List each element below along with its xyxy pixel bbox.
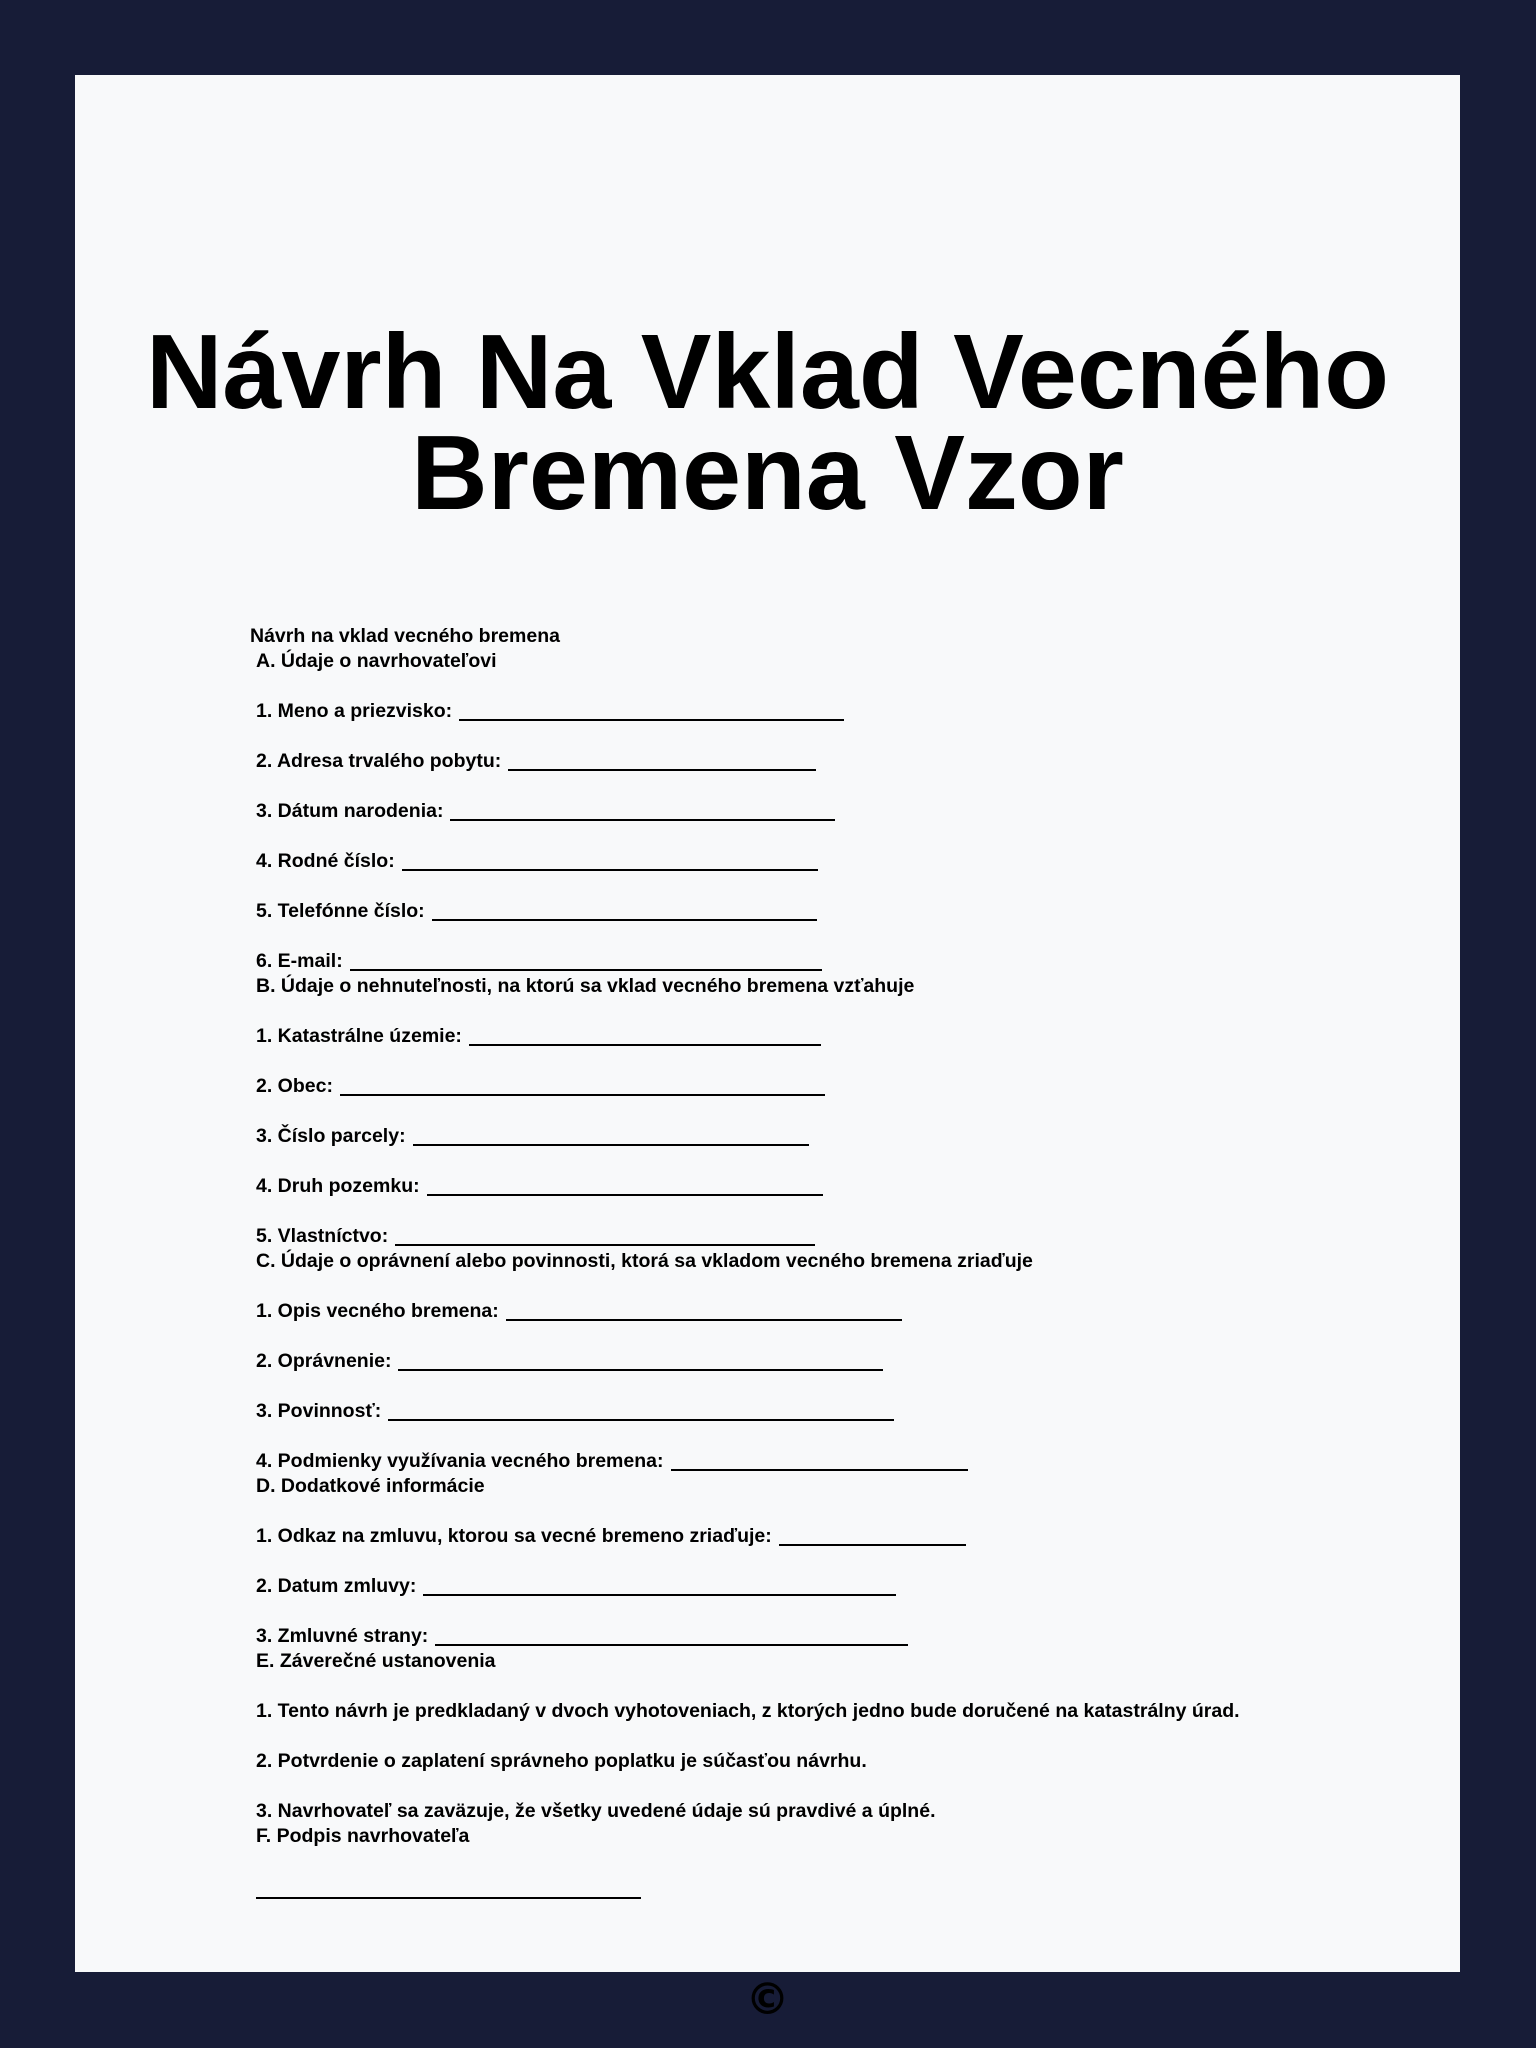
section-e-heading: E. Záverečné ustanovenia: [256, 1650, 496, 1672]
field-label: 6. E-mail:: [256, 950, 343, 972]
fill-in-blank[interactable]: [671, 1469, 968, 1471]
field-label: 2. Datum zmluvy:: [256, 1575, 417, 1597]
fill-in-blank[interactable]: [402, 869, 818, 871]
document-page: [75, 75, 1460, 2025]
fill-in-blank[interactable]: [388, 1419, 894, 1421]
field-label: 3. Číslo parcely:: [256, 1125, 406, 1147]
field-label: 3. Dátum narodenia:: [256, 800, 444, 822]
field-contract-reference: [250, 1524, 1400, 1549]
section-a-heading: A. Údaje o navrhovateľovi: [256, 650, 497, 672]
field-cadastral-area: [250, 1024, 1400, 1049]
field-birth-number: [250, 849, 1400, 874]
field-parcel-number: [250, 1124, 1400, 1149]
signature-line[interactable]: [256, 1897, 641, 1899]
field-ownership: [250, 1224, 1400, 1249]
field-label: 2. Obec:: [256, 1075, 333, 1097]
field-address: [250, 749, 1400, 774]
field-birth-date: [250, 799, 1400, 824]
field-name: [250, 699, 1400, 724]
title-line-2: Bremena Vzor: [411, 414, 1124, 532]
fill-in-blank[interactable]: [427, 1194, 823, 1196]
fill-in-blank[interactable]: [459, 719, 844, 721]
fill-in-blank[interactable]: [350, 969, 822, 971]
fill-in-blank[interactable]: [469, 1044, 821, 1046]
section-b-heading: B. Údaje o nehnuteľnosti, na ktorú sa vklad vecného bremena vzťahuje: [256, 975, 915, 997]
field-label: 2. Oprávnenie:: [256, 1350, 392, 1372]
final-provision-1: 1. Tento návrh je predkladaný v dvoch vyhotoveniach, z ktorých jedno bude doručené na katastrálny úrad.: [256, 1700, 1240, 1722]
field-obligation: [250, 1399, 1400, 1424]
field-municipality: [250, 1074, 1400, 1099]
field-label: 5. Telefónne číslo:: [256, 900, 425, 922]
field-label: 3. Povinnosť:: [256, 1400, 382, 1422]
field-label: 2. Adresa trvalého pobytu:: [256, 750, 502, 772]
fill-in-blank[interactable]: [395, 1244, 815, 1246]
field-email: [250, 949, 1400, 974]
field-contract-date: [250, 1574, 1400, 1599]
form-body: [250, 624, 1400, 1849]
section-f-heading: F. Podpis navrhovateľa: [256, 1825, 470, 1847]
copyright-symbol: ©: [745, 1974, 790, 2025]
fill-in-blank[interactable]: [398, 1369, 883, 1371]
field-label: 3. Zmluvné strany:: [256, 1625, 429, 1647]
fill-in-blank[interactable]: [432, 919, 817, 921]
fill-in-blank[interactable]: [340, 1094, 825, 1096]
field-easement-description: [250, 1299, 1400, 1324]
final-provision-3: 3. Navrhovateľ sa zaväzuje, že všetky uvedené údaje sú pravdivé a úplné.: [256, 1800, 936, 1822]
field-label: 1. Opis vecného bremena:: [256, 1300, 499, 1322]
section-c-heading: C. Údaje o oprávnení alebo povinnosti, ktorá sa vkladom vecného bremena zriaďuje: [256, 1250, 1033, 1272]
fill-in-blank[interactable]: [450, 819, 835, 821]
title-line-1: Návrh Na Vklad Vecného: [145, 313, 1390, 431]
fill-in-blank[interactable]: [413, 1144, 809, 1146]
field-contract-parties: [250, 1624, 1400, 1649]
field-label: 1. Katastrálne územie:: [256, 1025, 462, 1047]
fill-in-blank[interactable]: [423, 1594, 896, 1596]
fill-in-blank[interactable]: [508, 769, 816, 771]
field-label: 4. Podmienky využívania vecného bremena:: [256, 1450, 664, 1472]
form-heading: Návrh na vklad vecného bremena: [250, 625, 560, 647]
field-label: 5. Vlastníctvo:: [256, 1225, 389, 1247]
field-label: 1. Odkaz na zmluvu, ktorou sa vecné bremeno zriaďuje:: [256, 1525, 772, 1547]
field-usage-conditions: [250, 1449, 1400, 1474]
document-title: [75, 313, 1460, 532]
section-d-heading: D. Dodatkové informácie: [256, 1475, 485, 1497]
field-label: 4. Rodné číslo:: [256, 850, 395, 872]
field-land-type: [250, 1174, 1400, 1199]
fill-in-blank[interactable]: [779, 1544, 966, 1546]
fill-in-blank[interactable]: [435, 1644, 908, 1646]
field-label: 4. Druh pozemku:: [256, 1175, 420, 1197]
field-entitlement: [250, 1349, 1400, 1374]
final-provision-2: 2. Potvrdenie o zaplatení správneho poplatku je súčasťou návrhu.: [256, 1750, 867, 1772]
field-label: 1. Meno a priezvisko:: [256, 700, 453, 722]
fill-in-blank[interactable]: [506, 1319, 902, 1321]
field-phone: [250, 899, 1400, 924]
